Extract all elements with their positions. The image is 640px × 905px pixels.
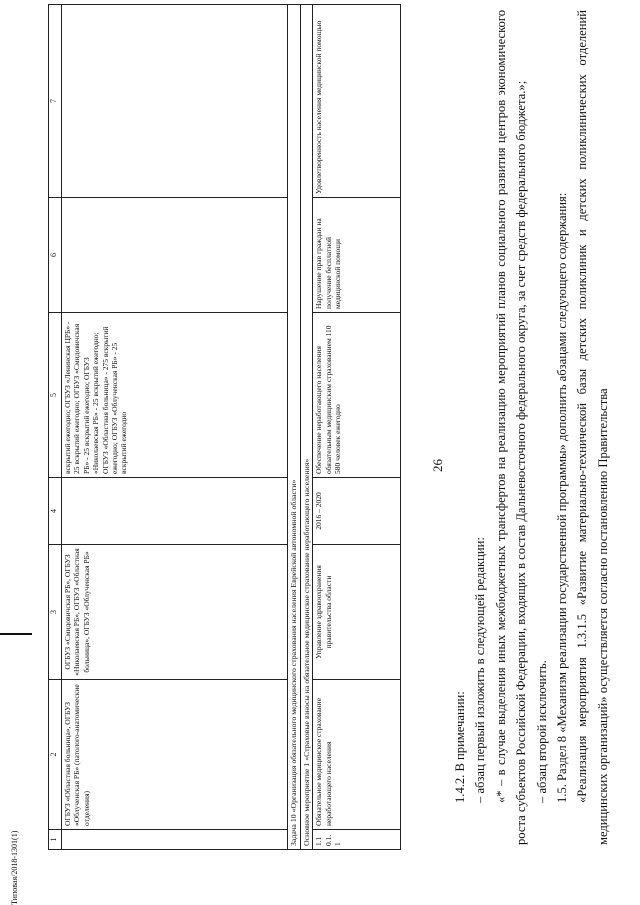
document-footer <box>10 831 19 905</box>
table-row <box>313 5 401 850</box>
program-table <box>48 4 401 850</box>
main-event-row <box>300 5 313 850</box>
cell-executor: Управление здравоохранения правительства области <box>313 545 401 680</box>
cell-name: Обязательное медицинское страхование неработающего населения <box>313 680 401 830</box>
col-header: 1 <box>49 830 62 850</box>
cell-num: 1.10.1.1 <box>313 830 401 850</box>
cell-consequence: Нарушение прав граждан на получение бесплатной медицинской помощи <box>313 198 401 313</box>
page-number: 26 <box>430 459 445 472</box>
paragraph: – абзац первый изложить в следующей редакции: <box>473 537 488 803</box>
cell-result: вскрытий ежегодно; ОГБУЗ «Ленинская ЦРБ» - 25 вскрытий ежегодно; ОГБУЗ «Смидовичская РБ» - 25 вскрытий ежегодно; ОГБУЗ «Николаевская РБ» - 25 вскрытий ежегодно; ОГБУЗ «Областная больница» - 275 вскрытий ежегодно; ОГБУЗ «Облученская РБ» - 25 вскрытий ежегодно <box>62 313 288 478</box>
paragraph: – абзац второй исключить. <box>534 660 549 803</box>
task-row <box>288 5 301 850</box>
paragraph: 1.4.2. В примечании: <box>453 691 467 803</box>
cell-result: Обеспечение неработающего населения обязательным медицинским страхованием 110 580 человек ежегодно <box>313 313 401 478</box>
paragraph: «Реализация мероприятия 1.3.1.5 «Развитие материально-технической базы детских поликлиник и детских поликлинических отделений медицинских организаций» осуществляется согласно постановлению Правительства <box>575 10 610 845</box>
col-header: 7 <box>49 5 62 198</box>
body-text <box>450 10 613 845</box>
paragraph: «* – в случае выделения иных межбюджетных трансфертов на реализацию мероприятий планов социального развития центров экономического роста субъектов Российской Федерации, входящих в состав Дальневосточного федерального округа, за счет средств федерального бюджета.»; <box>493 10 529 845</box>
column-number-row <box>49 5 62 850</box>
cell-indicator <box>62 5 288 198</box>
footer-code: Типовая/2018-1301(1) <box>10 830 19 905</box>
cell-period <box>62 478 288 545</box>
task-title: Задача 10 «Организация обязательного медицинского страхования населения Еврейской автономной области» <box>288 5 301 850</box>
cell-executor: ОГБУЗ «Смидовичская РБ», ОГБУЗ «Николаевская РБ», ОГБУЗ «Областная больница», ОГБУЗ «Облученская РБ» <box>62 545 288 680</box>
footer-bar <box>0 633 32 635</box>
cell-period: 2016 – 2020 <box>313 478 401 545</box>
col-header: 6 <box>49 198 62 313</box>
cell-num <box>62 830 288 850</box>
paragraph: 1.5. Раздел 8 «Механизм реализации государственной программы» дополнить абзацами следующего содержания: <box>554 192 569 803</box>
cell-name: ОГБУЗ «Областная больница», ОГБУЗ «Облученская РБ» (патолого-анатомические отделения) <box>62 680 288 830</box>
table-row-continued <box>62 5 288 850</box>
col-header: 3 <box>49 545 62 680</box>
col-header: 4 <box>49 478 62 545</box>
cell-consequence <box>62 198 288 313</box>
col-header: 2 <box>49 680 62 830</box>
main-event-title: Основное мероприятие 1 «Страховые взносы на обязательное медицинское страхование неработающего населения» <box>300 5 313 850</box>
cell-indicator: Удовлетворенность населения медицинской помощью <box>313 5 401 198</box>
col-header: 5 <box>49 313 62 478</box>
